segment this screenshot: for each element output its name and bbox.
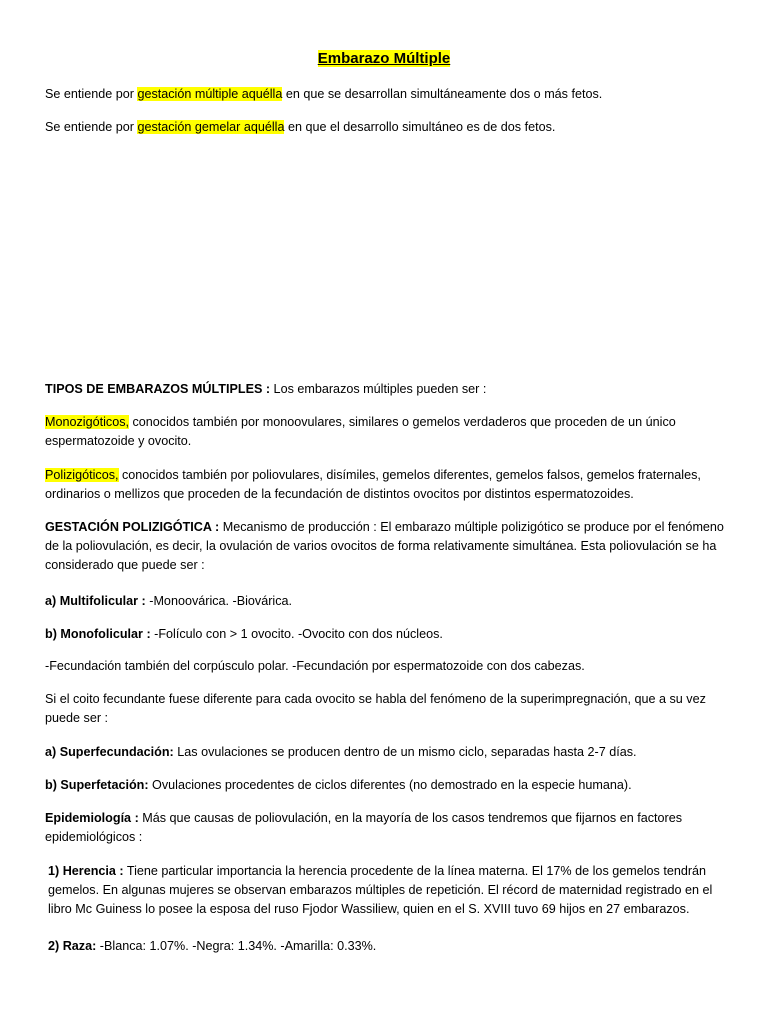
- gestacion-polizigotica-text: Mecanismo de producción : El embarazo múltiple polizigótico se produce por el fenómeno de la poliovulación, es decir, la ovulación de varios ovocitos de forma relativamente simultánea. Esta poliovulación se ha considerado que puede ser :: [45, 520, 724, 572]
- tipos-paragraph: [45, 380, 725, 399]
- document-title-text: Embarazo Múltiple: [317, 50, 451, 67]
- tipos-heading: TIPOS DE EMBARAZOS MÚLTIPLES :: [45, 382, 271, 396]
- monofolicular-paragraph: [45, 625, 725, 644]
- epidemiologia-label: Epidemiología :: [45, 811, 139, 825]
- epidemiologia-text: Más que causas de poliovulación, en la mayoría de los casos tendremos que fijarnos en factores epidemiológicos :: [45, 811, 683, 844]
- definition-multiple-suffix: en que se desarrollan simultáneamente dos o más fetos.: [282, 87, 603, 101]
- superfecundacion-text: Las ovulaciones se producen dentro de un mismo ciclo, separadas hasta 2-7 días.: [173, 745, 637, 759]
- epidemiologia-paragraph: [45, 809, 725, 847]
- monozigoticos-text: conocidos también por monoovulares, similares o gemelos verdaderos que proceden de un único espermatozoide y ovocito.: [45, 415, 676, 448]
- definition-gemelar-prefix: Se entiende por: [45, 120, 138, 134]
- multifolicular-label: a) Multifolicular :: [45, 594, 146, 608]
- monofolicular-label: b) Monofolicular :: [45, 627, 151, 641]
- monofolicular-text: -Folículo con > 1 ovocito. -Ovocito con dos núcleos.: [150, 627, 443, 641]
- superfetacion-text: Ovulaciones procedentes de ciclos diferentes (no demostrado en la especie humana).: [148, 778, 632, 792]
- raza-text: -Blanca: 1.07%. -Negra: 1.34%. -Amarilla: 0.33%.: [96, 939, 377, 953]
- gestacion-polizigotica-heading: GESTACIÓN POLIZIGÓTICA :: [45, 520, 220, 534]
- polizigoticos-text: conocidos también por poliovulares, disímiles, gemelos diferentes, gemelos falsos, gemelos fraternales, ordinarios o mellizos que proceden de la fecundación de distintos ovocitos por distintos espermatozoides.: [45, 468, 701, 501]
- superfetacion-paragraph: [45, 776, 725, 795]
- monozigoticos-term: Monozigóticos,: [45, 415, 129, 429]
- fecundacion-paragraph: -Fecundación también del corpúsculo polar. -Fecundación por espermatozoide con dos cabezas.: [45, 659, 585, 673]
- herencia-text: Tiene particular importancia la herencia procedente de la línea materna. El 17% de los gemelos tendrán gemelos. En algunas mujeres se observan embarazos múltiples de repetición. El récord de maternidad registrado en el libro Mc Guiness lo posee la esposa del ruso Fjodor Wassiliew, quien en el S. XVIII tuvo 69 hijos en 27 embarazos.: [48, 864, 713, 916]
- definition-multiple-highlight: gestación múltiple aquélla: [137, 87, 283, 101]
- gestacion-polizigotica-paragraph: [45, 518, 725, 575]
- monozigoticos-paragraph: [45, 413, 725, 451]
- superfecundacion-paragraph: [45, 743, 725, 762]
- definition-gemelar-highlight: gestación gemelar aquélla: [137, 120, 285, 134]
- definition-multiple: [45, 85, 725, 104]
- definition-gemelar: [45, 118, 725, 137]
- coito-paragraph: Si el coito fecundante fuese diferente para cada ovocito se habla del fenómeno de la superimpregnación, que a su vez puede ser :: [45, 692, 706, 725]
- polizigoticos-term: Polizigóticos,: [45, 468, 119, 482]
- superfetacion-label: b) Superfetación:: [45, 778, 149, 792]
- multifolicular-text: -Monoovárica. -Biovárica.: [145, 594, 293, 608]
- definition-gemelar-suffix: en que el desarrollo simultáneo es de dos fetos.: [284, 120, 556, 134]
- polizigoticos-paragraph: [45, 466, 725, 504]
- raza-label: 2) Raza:: [48, 939, 97, 953]
- herencia-label: 1) Herencia :: [48, 864, 124, 878]
- herencia-paragraph: [48, 862, 725, 919]
- raza-paragraph: [48, 937, 725, 956]
- superfecundacion-label: a) Superfecundación:: [45, 745, 174, 759]
- tipos-text: Los embarazos múltiples pueden ser :: [270, 382, 487, 396]
- multifolicular-paragraph: [45, 592, 725, 611]
- definition-multiple-prefix: Se entiende por: [45, 87, 138, 101]
- document-title: [0, 48, 768, 70]
